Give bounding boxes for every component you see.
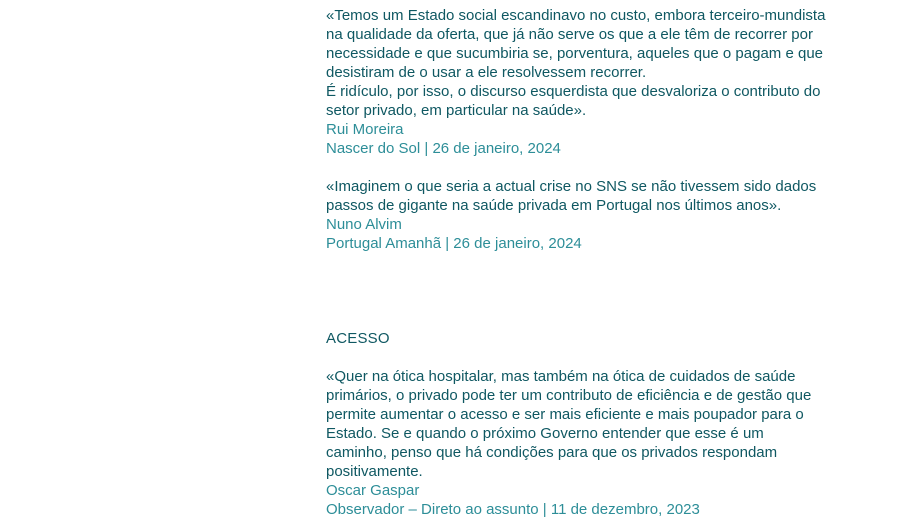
- article-column: [326, 6, 826, 519]
- quote-paragraph: «Quer na ótica hospitalar, mas também na ótica de cuidados de saúde primários, o privado pode ter um contributo de eficiência e de gestão que permite aumentar o acesso e ser mais eficiente e mais poupador para o Estado. Se e quando o próximo Governo entender que esse é um caminho, penso que há condições para que os privados respondam positivamente.: [326, 368, 812, 480]
- quote-author: Oscar Gaspar: [326, 482, 420, 499]
- quote-block-1: [326, 6, 826, 158]
- section-heading: ACESSO: [326, 330, 390, 347]
- quote-paragraph: «Imaginem o que seria a actual crise no SNS se não tivessem sido dados passos de gigante na saúde privada em Portugal nos últimos anos».: [326, 178, 817, 214]
- quote-source: Nascer do Sol | 26 de janeiro, 2024: [326, 140, 561, 157]
- quote-text: [326, 6, 826, 120]
- quote-text: [326, 177, 826, 215]
- quote-author: Rui Moreira: [326, 121, 404, 138]
- spacer: [326, 348, 826, 367]
- quote-source: Portugal Amanhã | 26 de janeiro, 2024: [326, 235, 582, 252]
- quote-source: Observador – Direto ao assunto | 11 de dezembro, 2023: [326, 501, 700, 518]
- quote-block-3: [326, 367, 826, 519]
- quote-paragraph: É ridículo, por isso, o discurso esquerdista que desvaloriza o contributo do setor privado, em particular na saúde».: [326, 83, 821, 119]
- spacer: [326, 158, 826, 177]
- spacer: [326, 253, 826, 329]
- quote-block-2: [326, 177, 826, 253]
- quote-text: [326, 367, 826, 481]
- quote-paragraph: «Temos um Estado social escandinavo no custo, embora terceiro-mundista na qualidade da oferta, que já não serve os que a ele têm de recorrer por necessidade e que sucumbiria se, porventura, aqueles que o pagam e que desistiram de o usar a ele resolvessem recorrer.: [326, 7, 826, 81]
- quote-author: Nuno Alvim: [326, 216, 402, 233]
